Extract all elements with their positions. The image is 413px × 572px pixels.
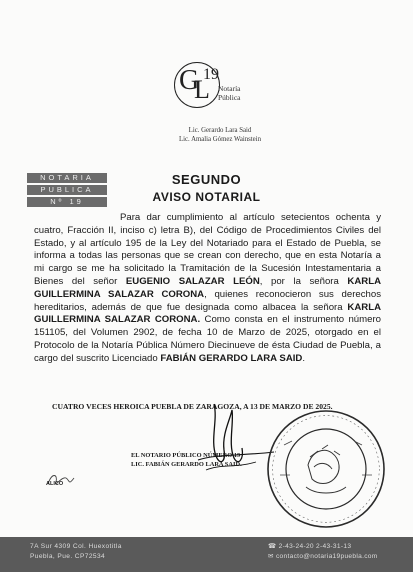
body-text-3: , quienes reconocieron sus derechos hereditarios, además de que fue designada como albacea la señora	[34, 288, 381, 313]
footer-email: ✉ contacto@notaria19puebla.com	[268, 553, 378, 560]
logo-publica-text: Pública	[218, 93, 241, 102]
footer-phones: ☎ 2-43-24-20 2-43-31-13	[268, 543, 352, 550]
footer-address	[30, 542, 122, 562]
official-seal-icon	[262, 405, 390, 533]
heir-name: KARLA GUILLERMINA SALAZAR CORONA	[34, 275, 381, 300]
place-date-line: CUATRO VECES HEROICA PUEBLA DE ZARAGOZA, A 13 DE MARZO DE 2025.	[52, 402, 333, 411]
body-text-4: Como consta en el instrumento número 151105, del Volumen 2902, de fecha 10 de Marzo de 2025, otorgado en el Protocolo de la Notaría Pública Número Diecinueve de ésta Ciudad de Puebla, a cargo del suscrito Licenciado	[34, 314, 381, 364]
notary-name-bold: FABIÁN GERARDO LARA SAID	[160, 352, 303, 364]
notice-body	[34, 212, 381, 366]
body-text-2: , por la señora	[259, 275, 348, 287]
heading-aviso-notarial: AVISO NOTARIAL	[152, 190, 261, 204]
stamp-line-publica: PUBLICA	[27, 185, 107, 195]
initials-label: ALICO	[46, 481, 64, 487]
body-text-5: .	[302, 352, 306, 364]
logo-letter-l: L	[194, 75, 210, 104]
deceased-name: EUGENIO SALAZAR LEÓN	[125, 275, 260, 287]
notary-name-2: Lic. Amalia Gómez Wainstein	[178, 136, 261, 143]
heading-segundo: SEGUNDO	[171, 172, 242, 187]
notary-names	[150, 126, 290, 144]
footer-bar	[0, 537, 413, 572]
notary-name-1: Lic. Gerardo Lara Said	[188, 127, 252, 134]
stamp-line-number: Nº 19	[27, 197, 107, 207]
notary-logo	[168, 62, 248, 110]
footer-contact	[268, 542, 378, 562]
logo-number: 19	[203, 66, 219, 83]
signature-name: LIC. FABIÁN GERARDO LARA SAID.	[131, 461, 242, 468]
executor-name: KARLA GUILLERMINA SALAZAR CORONA.	[34, 301, 381, 326]
signature-block	[131, 451, 242, 469]
body-text-1: Para dar cumplimiento al artículo setecientos ochenta y cuatro, Fracción II, inciso c) letra B), del Código de Procedimientos Civiles del Estado, y al artículo 195 de la Ley del Notariado para el Estado de Puebla, se informa a todas las personas que se crean con derecho, que en esta Notaría a mi cargo se me ha solicitado la Tramitación de la Sucesión Intestamentaria a Bienes del señor	[34, 212, 381, 287]
logo-letter-g: G	[179, 65, 200, 96]
footer-address-line-2: Puebla, Pue. CP72534	[30, 553, 106, 560]
footer-address-line-1: 7A Sur 4309 Col. Huexotitla	[30, 543, 122, 550]
signature-title: EL NOTARIO PÚBLICO NÚMERO 19	[131, 452, 241, 459]
stamp-line-notaria: NOTARIA	[27, 173, 107, 183]
logo-notaria-text: Notaría	[218, 84, 241, 93]
